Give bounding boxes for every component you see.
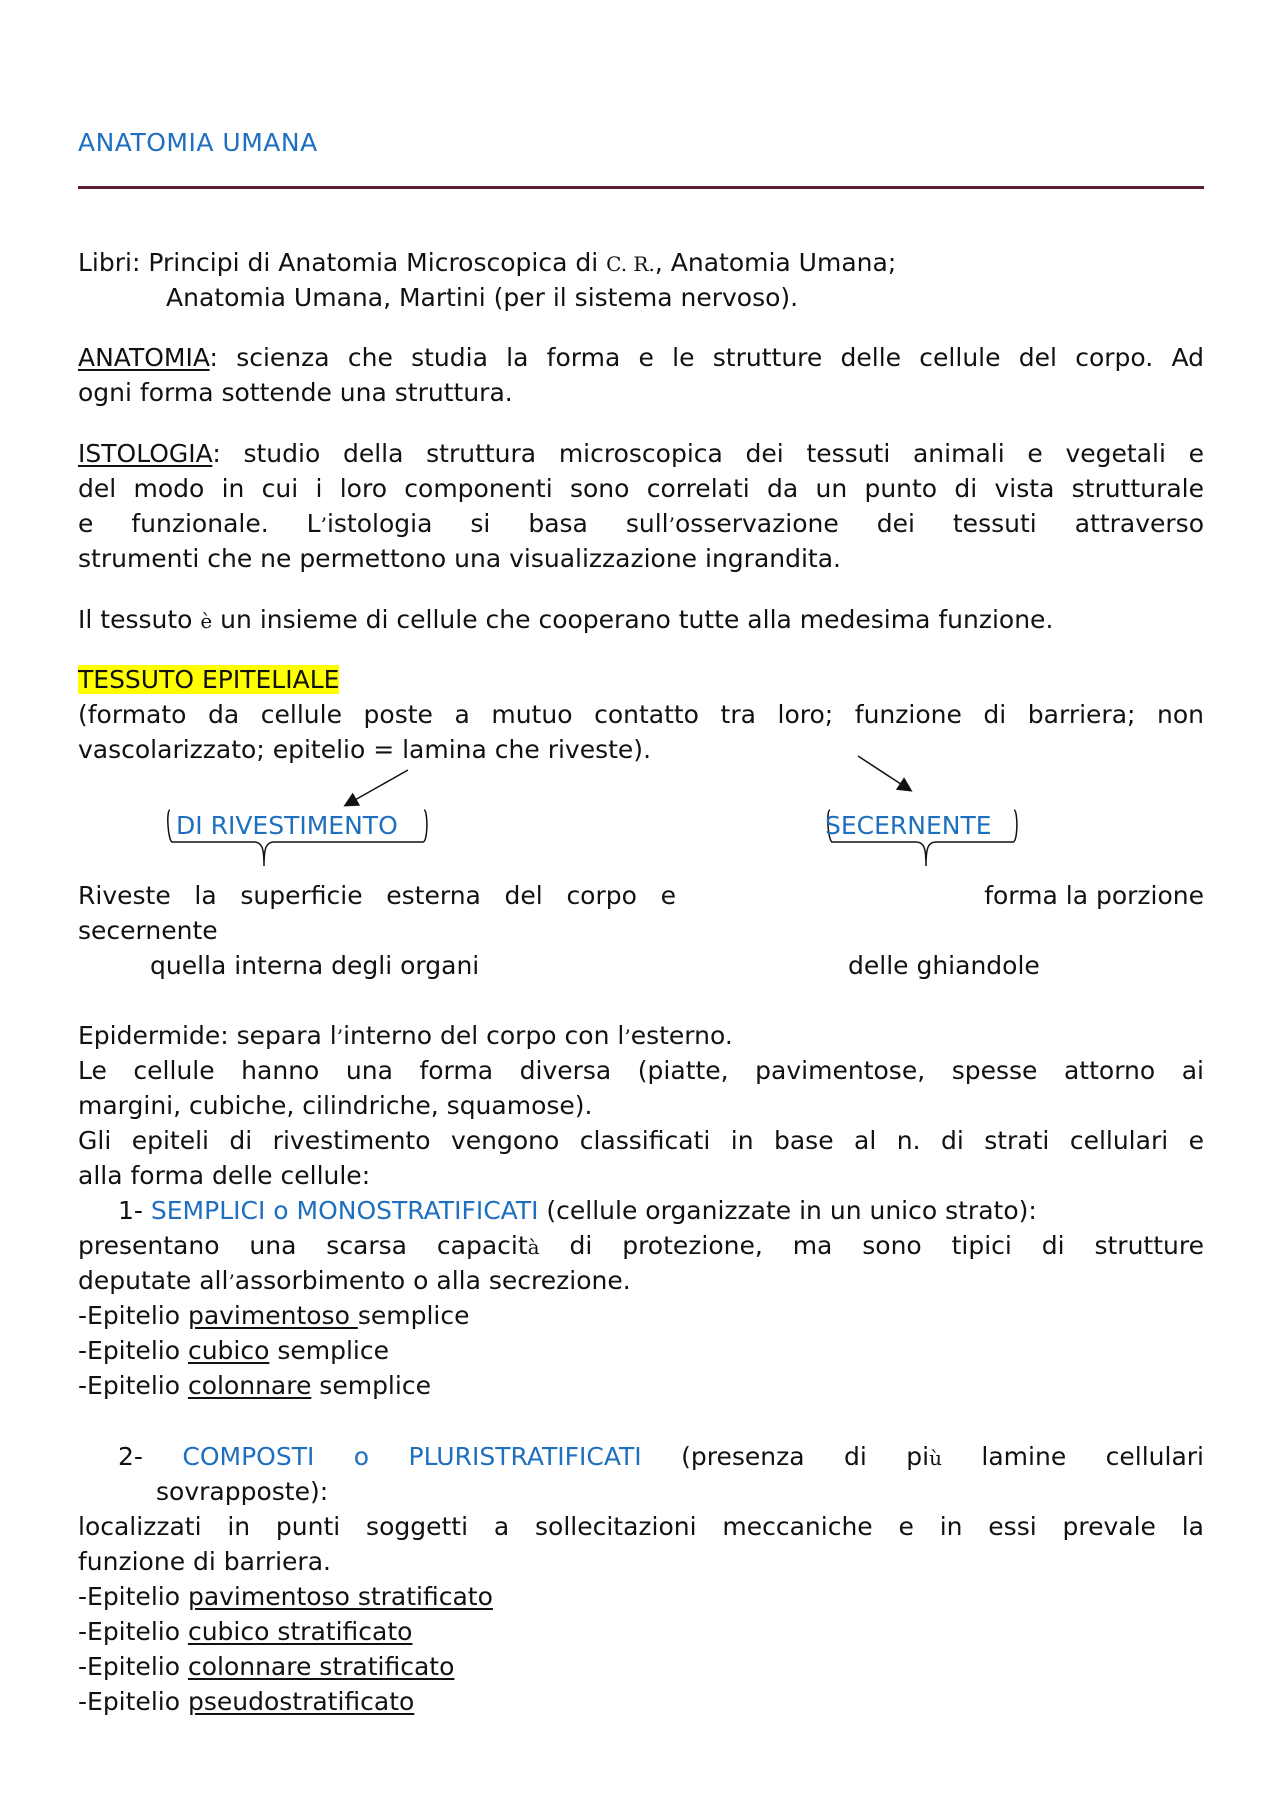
rivestimento-desc-2: quella interna degli organi [150,951,480,980]
arrow-left-icon [346,770,408,805]
item-suffix: semplice [269,1336,389,1365]
istologia-definition: : studio della struttura microscopica dei tessuti animali e vegetali e [212,439,1204,468]
semplici-heading [118,1193,1244,1228]
epiteliale-heading: TESSUTO EPITELIALE [78,665,340,694]
semplici-line-2 [78,1228,1204,1265]
cellule-line-4: alla forma delle cellule: [78,1161,371,1190]
accent-u: ù [929,1446,942,1470]
item-term: colonnare [187,1371,312,1400]
semplici-text: assorbimento o alla secrezione. [234,1266,631,1295]
semplici-text: presentano una scarsa capacit [78,1231,528,1260]
item-suffix: semplice [357,1301,470,1330]
semplici-desc: (cellule organizzate in un unico strato): [538,1196,1037,1225]
semplici-text: deputate all [78,1266,229,1295]
accent-a: à [527,1235,540,1259]
rivestimento-desc-1: Riveste la superficie esterna del corpo e [78,881,676,910]
istologia-term: ISTOLOGIA [78,439,213,468]
epiteliale-line-1: (formato da cellule poste a mutuo contatto tra loro; funzione di barriera; non [78,700,1204,729]
books-text-post: , Anatomia Umana; [654,248,897,277]
item-term: colonnare stratificato [187,1652,455,1681]
list-item [78,1368,1204,1403]
arrow-right-icon [858,756,910,790]
item-prefix: -Epitelio [78,1301,188,1330]
istologia-text: istologia si basa sull [326,509,669,538]
composti-label: COMPOSTI o PLURISTRATIFICATI [182,1442,642,1471]
page-title: ANATOMIA UMANA [78,128,318,157]
books-initials: C. R. [606,252,655,276]
epiteliale-line-2: vascolarizzato; epitelio = lamina che riveste). [78,735,652,764]
composti-line-3: localizzati in punti soggetti a sollecitazioni meccaniche e in essi prevale la [78,1512,1204,1541]
apostrophe: ’ [624,1025,631,1049]
istologia-text: osservazione dei tessuti attraverso [675,509,1204,538]
semplici-line-3 [78,1263,1204,1300]
item-term: pavimentoso [187,1301,358,1330]
list-number: 1- [118,1196,143,1225]
secernente-desc-3: delle ghiandole [848,951,1040,980]
istologia-line-4: strumenti che ne permettono una visualizzazione ingrandita. [78,544,841,573]
list-item [78,1298,1204,1333]
list-item [78,1579,1204,1614]
composti-heading [118,1439,1204,1476]
anatomia-line-2: ogni forma sottende una struttura. [78,378,513,407]
books-text: Libri: Principi di Anatomia Microscopica di [78,248,607,277]
tessuto-text: Il tessuto [78,605,201,634]
list-item [78,1649,1204,1684]
books-line-2: Anatomia Umana, Martini (per il sistema nervoso). [166,283,799,312]
branch-secernente: SECERNENTE [825,811,992,840]
document-page [78,0,1204,1811]
epidermide-line [78,1018,1204,1055]
composti-line-4: funzione di barriera. [78,1547,331,1576]
tessuto-text: un insieme di cellule che cooperano tutte alla medesima funzione. [212,605,1054,634]
item-prefix: -Epitelio [78,1336,188,1365]
item-term: cubico [187,1336,270,1365]
semplici-text: di protezione, ma sono tipici di strutture [539,1231,1204,1260]
composti-desc: (presenza di pi [681,1442,930,1471]
apostrophe: ’ [228,1270,235,1294]
istologia-text: e funzionale. L [78,509,321,538]
item-term: cubico stratificato [187,1617,413,1646]
anatomia-definition: : scienza che studia la forma e le strutture delle cellule del corpo. Ad [209,343,1204,372]
composti-desc-line-2: sovrapposte): [156,1477,329,1506]
istologia-line-2: del modo in cui i loro componenti sono correlati da un punto di vista strutturale [78,474,1204,503]
item-term: pavimentoso stratificato [187,1582,493,1611]
epidermide-text: Epidermide: separa l [78,1021,337,1050]
secernente-desc-1: forma la porzione [984,881,1204,910]
item-term: pseudostratificato [187,1687,415,1716]
list-number: 2- [118,1442,143,1471]
accent-e: è [200,609,213,633]
apostrophe: ’ [336,1025,344,1049]
composti-desc: lamine cellulari [941,1442,1205,1471]
cellule-line-2: margini, cubiche, cilindriche, squamose). [78,1091,593,1120]
anatomia-term: ANATOMIA [78,343,210,372]
list-item [78,1614,1204,1649]
apostrophe: ’ [320,513,327,537]
cellule-line-1: Le cellule hanno una forma diversa (piatte, pavimentose, spesse attorno ai [78,1056,1204,1085]
item-prefix: -Epitelio [78,1371,188,1400]
secernente-desc-2: secernente [78,916,218,945]
branch-rivestimento: DI RIVESTIMENTO [176,811,398,840]
epidermide-text: interno del corpo con l [343,1021,625,1050]
item-suffix: semplice [311,1371,431,1400]
semplici-label: SEMPLICI o MONOSTRATIFICATI [150,1196,539,1225]
list-item [78,1684,1204,1719]
branch-diagram [78,0,1204,900]
item-prefix: -Epitelio [78,1652,188,1681]
item-prefix: -Epitelio [78,1617,188,1646]
list-item [78,1333,1204,1368]
item-prefix: -Epitelio [78,1687,188,1716]
apostrophe: ’ [668,513,675,537]
epidermide-text: esterno. [630,1021,733,1050]
cellule-line-3: Gli epiteli di rivestimento vengono classificati in base al n. di strati cellulari e [78,1126,1204,1155]
item-prefix: -Epitelio [78,1582,188,1611]
